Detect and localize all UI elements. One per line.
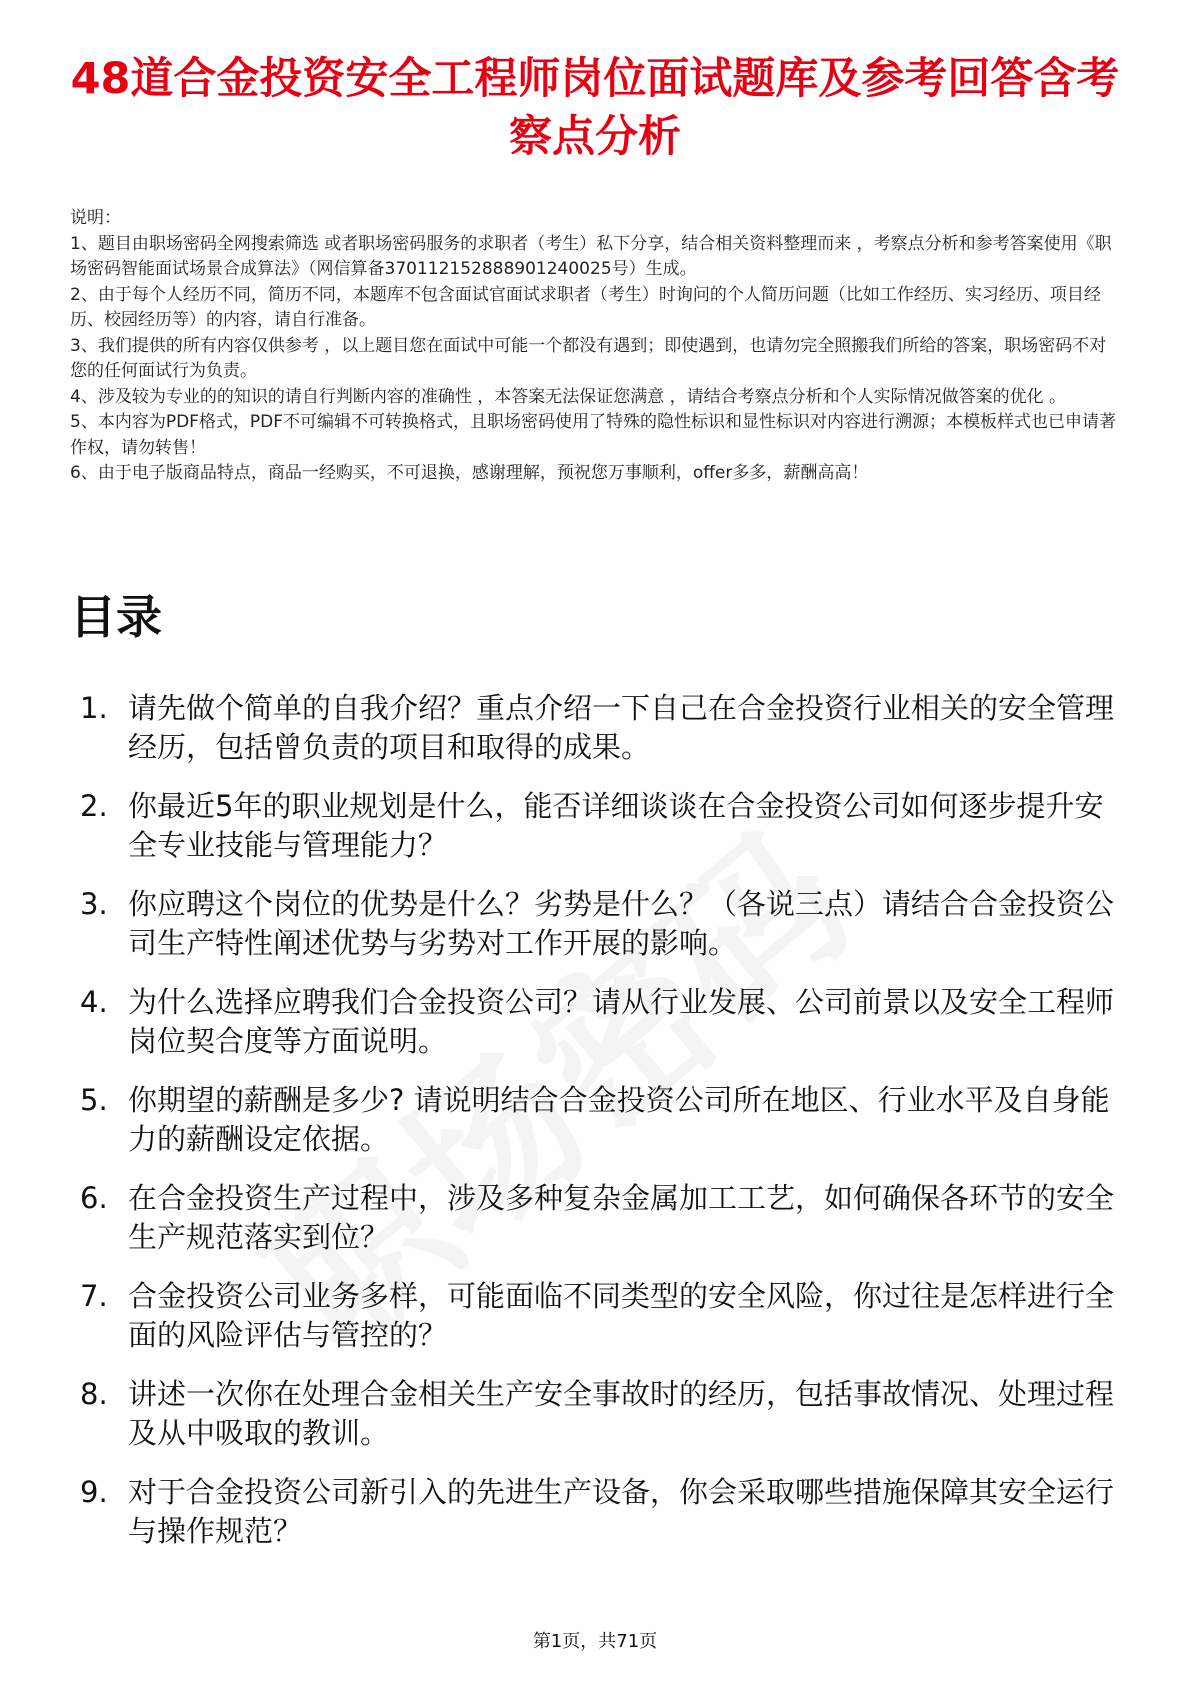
note-item: 6、由于电子版商品特点，商品一经购买，不可退换，感谢理解，预祝您万事顺利，offer多多，薪酬高高！	[70, 463, 869, 483]
toc-item-text: 对于合金投资公司新引入的先进生产设备，你会采取哪些措施保障其安全运行与操作规范？	[128, 1475, 1115, 1548]
note-item: 4、涉及较为专业的的知识的请自行判断内容的准确性 ，本答案无法保证您满意 ，请结合考察点分析和个人实际情况做答案的优化 。	[70, 386, 1067, 407]
notes-heading: 说明：	[70, 208, 121, 228]
notes-section	[70, 206, 1120, 487]
toc-item[interactable]	[70, 1277, 1130, 1375]
toc-item[interactable]	[70, 885, 1130, 983]
toc-item-number: 9.	[80, 1475, 108, 1509]
note-item: 1、题目由职场密码全网搜索筛选 或者职场密码服务的求职者（考生）私下分享，结合相关资料整理而来 ，考察点分析和参考答案使用《职场密码智能面试场景合成算法》（网信算备370112152888901240025号）生成。	[70, 233, 1112, 279]
toc-item[interactable]	[70, 787, 1130, 885]
note-item: 5、本内容为PDF格式，PDF不可编辑不可转换格式，且职场密码使用了特殊的隐性标识和显性标识对内容进行溯源；本模板样式也已申请著作权，请勿转售！	[70, 412, 1117, 458]
toc-item[interactable]	[70, 983, 1130, 1081]
toc-item-text: 你期望的薪酬是多少? 请说明结合合金投资公司所在地区、行业水平及自身能力的薪酬设定依据。	[128, 1083, 1110, 1156]
toc-item-text: 合金投资公司业务多样，可能面临不同类型的安全风险，你过往是怎样进行全面的风险评估与管控的？	[128, 1279, 1115, 1352]
toc-item[interactable]	[70, 689, 1130, 787]
toc-item-number: 5.	[80, 1083, 108, 1117]
toc-item-number: 8.	[80, 1377, 108, 1411]
toc-item[interactable]	[70, 1473, 1130, 1571]
toc-item-number: 1.	[80, 691, 108, 725]
toc-item-text: 讲述一次你在处理合金相关生产安全事故时的经历，包括事故情况、处理过程及从中吸取的教训。	[128, 1377, 1115, 1450]
note-item: 3、我们提供的所有内容仅供参考 ，以上题目您在面试中可能一个都没有遇到；即使遇到，也请勿完全照搬我们所给的答案，职场密码不对您的任何面试行为负责。	[70, 335, 1107, 381]
toc-item-number: 2.	[80, 789, 108, 823]
document-title: 48道合金投资安全工程师岗位面试题库及参考回答含考察点分析	[70, 54, 1120, 162]
toc-item[interactable]	[70, 1081, 1130, 1179]
toc-item[interactable]	[70, 1179, 1130, 1277]
toc-item-text: 你应聘这个岗位的优势是什么？劣势是什么？（各说三点）请结合合金投资公司生产特性阐述优势与劣势对工作开展的影响。	[128, 887, 1115, 960]
toc-item-text: 为什么选择应聘我们合金投资公司？请从行业发展、公司前景以及安全工程师岗位契合度等方面说明。	[128, 985, 1115, 1058]
note-item: 2、由于每个人经历不同，简历不同，本题库不包含面试官面试求职者（考生）时询问的个人简历问题（比如工作经历、实习经历、项目经历、校园经历等）的内容，请自行准备。	[70, 284, 1101, 330]
toc-item-number: 6.	[80, 1181, 108, 1215]
toc-item-text: 你最近5年的职业规划是什么，能否详细谈谈在合金投资公司如何逐步提升安全专业技能与管理能力？	[128, 789, 1104, 862]
toc-item-number: 3.	[80, 887, 108, 921]
toc-list	[70, 689, 1130, 1571]
toc-item-number: 4.	[80, 985, 108, 1019]
toc-item-number: 7.	[80, 1279, 108, 1313]
page-footer: 第1页，共71页	[532, 1631, 658, 1652]
toc-item-text: 在合金投资生产过程中，涉及多种复杂金属加工工艺，如何确保各环节的安全生产规范落实到位？	[128, 1181, 1115, 1254]
toc-item[interactable]	[70, 1375, 1130, 1473]
toc-item-text: 请先做个简单的自我介绍？重点介绍一下自己在合金投资行业相关的安全管理经历，包括曾负责的项目和取得的成果。	[128, 691, 1115, 764]
toc-heading: 目录	[70, 590, 162, 644]
